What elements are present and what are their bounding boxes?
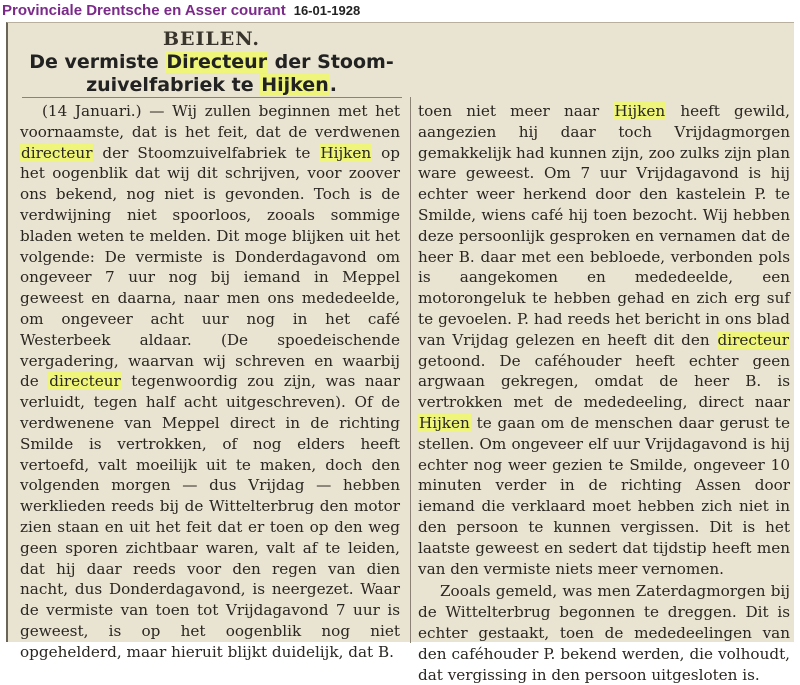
headline-part: . xyxy=(329,74,337,96)
headline-place: BEILEN. xyxy=(162,28,261,50)
highlighted-term: directeur xyxy=(717,330,789,349)
column-divider xyxy=(410,97,411,643)
highlighted-term: Hijken xyxy=(419,413,470,432)
source-bar xyxy=(0,0,800,22)
highlighted-term: Hijken xyxy=(320,143,372,162)
article-column-right xyxy=(418,101,790,685)
headline-title xyxy=(14,51,409,97)
headline-part: De vermiste xyxy=(29,51,166,73)
article-column-left xyxy=(20,101,400,663)
article-paragraph xyxy=(20,101,400,663)
article-paragraph xyxy=(418,581,790,685)
article-text: op het oogenblik dat wij dit schrijven, voor zoover ons bekend, nog niet is gevonden. Toch is de verdwijning niet spoorloos, zooals sommige bladen weten te melden. Dit moge blijken uit het volgende: De vermiste is Donderdagavond om ongeveer 7 uur nog bij iemand in Meppel geweest en daarna, naar men ons mededeelde, om ongeveer acht uur nog in het café Westerbeek aldaar. (De spoedeischende vergadering, waarvan wij schreven en waarbij de xyxy=(20,143,400,391)
highlighted-term: Hijken xyxy=(261,74,329,96)
article-paragraph xyxy=(418,101,790,579)
article-text: (14 Januari.) — Wij zullen beginnen met het voornaamste, dat is het feit, dat de verdwenen xyxy=(20,102,400,141)
publication-name: Provinciale Drentsche en Asser courant xyxy=(2,2,286,19)
publication-date: 16-01-1928 xyxy=(293,3,361,18)
headline-part: der Stoom-zuivelfabriek te xyxy=(86,51,394,96)
article-text: getoond. De caféhouder heeft echter geen argwaan gekregen, omdat de heer B. is vertrokken met de mededeeling, direct naar xyxy=(418,351,790,412)
article-text: te gaan om de menschen daar gerust te stellen. Om ongeveer elf uur Vrijdagavond is hij echter nog weer gezien te Smilde, ongeveer 10 minuten verder in de richting Assen door iemand die verklaard moet hebben zich niet in den persoon te kunnen vergissen. Dit is het laatste geweest en sedert dat tijdstip heeft men van den vermiste niets meer vernomen. xyxy=(418,413,790,578)
highlighted-term: directeur xyxy=(21,143,93,162)
article-headline xyxy=(14,27,409,97)
article-text: Zooals gemeld, was men Zaterdagmorgen bij de Wittelterbrug begonnen te dreggen. Dit is echter gestaakt, toen de mededeelingen van den caféhouder P. bekend werden, die volhoudt, dat vergissing in den persoon uitgesloten is. xyxy=(418,582,790,684)
article-text: tegenwoordig zou zijn, was naar verluidt, tegen half acht uitgeschreven). Of de verdwenene van Meppel direct in de richting Smilde is vertrokken, of nog elders heeft vertoefd, valt moeilijk uit te maken, doch den volgenden morgen — dus Vrijdag — hebben werklieden reeds bij de Wittelterbrug den motor zien staan en uit het feit dat er toen op den weg geen sporen zichtbaar waren, valt af te leiden, dat hij daar reeds voor den regen van dien nacht, dus Donderdagavond, is neergezet. Waar de vermiste van toen tot Vrijdagavond 7 uur is geweest, is op het oogenblik nog niet opgehelderd, maar hieruit blijkt duidelijk, dat B. xyxy=(20,372,400,661)
article-text: der Stoomzuivelfabriek te xyxy=(93,143,320,162)
newspaper-clipping xyxy=(6,22,794,684)
highlighted-term: Directeur xyxy=(166,51,268,73)
headline-divider xyxy=(22,97,402,98)
article-text: toen niet meer naar xyxy=(418,102,614,120)
highlighted-term: Hijken xyxy=(614,102,666,120)
article-text: heeft gewild, aangezien hij daar toch Vrijdagmorgen gemakkelijk had kunnen zijn, zoo zulks zijn plan ware geweest. Om 7 uur Vrijdagavond is hij echter weer herkend door den kastelein P. te Smilde, wiens café hij toen bezocht. Wij hebben deze persoonlijk gesproken en vernamen dat de heer B. daar met een bebloede, verbonden pols is aangekomen en mededeelde, een motorongeluk te hebben gehad en zich erg suf te gevoelen. P. had reeds het bericht in ons blad van Vrijdag gelezen en heeft dit den xyxy=(418,102,790,349)
highlighted-term: directeur xyxy=(49,372,121,391)
